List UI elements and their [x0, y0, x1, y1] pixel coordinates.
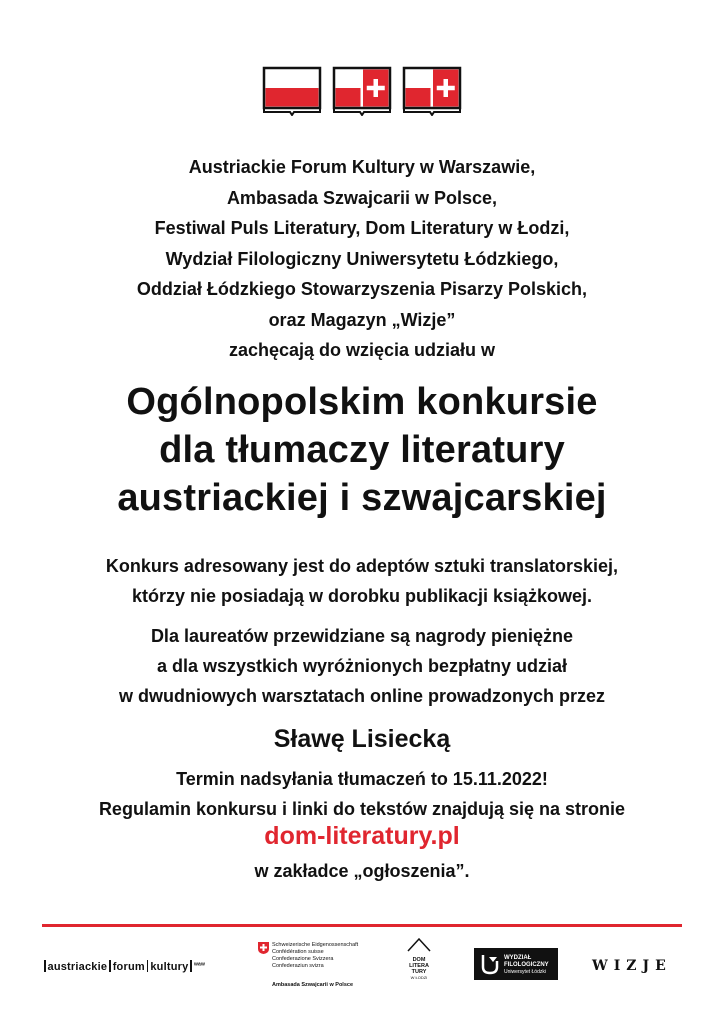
swiss-line: Confederaziun svizra	[272, 963, 324, 969]
dom-line: LITERA	[409, 963, 429, 969]
swiss-line: Confédération suisse	[272, 949, 324, 955]
organizer-line: Ambasada Szwajcarii w Polsce,	[226, 187, 498, 208]
tab-note: w zakładce „ogłoszenia”.	[254, 861, 470, 881]
title-line: dla tłumaczy literatury	[159, 429, 565, 471]
paragraph-line: Dla laureatów przewidziane są nagrody pieniężne	[150, 626, 574, 646]
organizer-line: oraz Magazyn „Wizje”	[268, 309, 456, 330]
swiss-confederation-text	[272, 942, 358, 970]
wydzial-line: FILOLOGICZNY	[504, 962, 549, 968]
organizer-line: Oddział Łódzkiego Stowarzyszenia Pisarzy Polskich,	[136, 279, 588, 299]
organizers-block	[0, 152, 724, 366]
rules-line: Regulamin konkursu i linki do tekstów znajdują się na stronie	[98, 799, 626, 819]
austria-suffix: waw	[193, 961, 206, 968]
prizes-paragraph	[0, 621, 724, 711]
paragraph-line: Konkurs adresowany jest do adeptów sztuki translatorskiej,	[105, 556, 619, 576]
dom-line: TURY	[411, 969, 427, 975]
mentor-name: Sławę Lisiecką	[273, 725, 451, 753]
book-flag-swiss-icon	[332, 66, 392, 116]
footer-divider	[42, 924, 682, 927]
organizer-line: zachęcają do wzięcia udziału w	[228, 340, 496, 360]
wydzial-text	[504, 955, 549, 976]
swiss-line: Confederazione Svizzera	[272, 956, 334, 962]
organizer-line: Austriackie Forum Kultury w Warszawie,	[188, 157, 536, 177]
deadline-block	[0, 764, 724, 824]
eligibility-paragraph	[0, 551, 724, 611]
title-line: Ogólnopolskim konkursie	[126, 381, 598, 423]
paragraph-line: a dla wszystkich wyróżnionych bezpłatny udział	[156, 656, 568, 676]
wizje-logo: WIZJE	[592, 958, 672, 974]
swiss-embassy-name: Ambasada Szwajcarii w Polsce	[272, 982, 354, 988]
austria-word: austriackie	[47, 961, 108, 973]
dom-literatury-logo	[404, 938, 434, 981]
austria-word: forum	[112, 961, 145, 973]
partner-logos	[0, 934, 724, 1004]
swiss-shield-icon	[258, 942, 269, 954]
website-link[interactable]: dom-literatury.pl	[264, 822, 460, 850]
university-emblem-icon	[480, 953, 500, 975]
austrian-forum-logo	[42, 960, 205, 973]
deadline-line: Termin nadsyłania tłumaczeń to 15.11.2022!	[176, 769, 548, 789]
wydzial-line: Uniwersytet Łódzki	[504, 969, 546, 975]
paragraph-line: którzy nie posiadają w dorobku publikacji książkowej.	[131, 586, 593, 606]
page-title	[0, 378, 724, 522]
house-roof-icon	[407, 938, 431, 952]
organizer-line: Festiwal Puls Literatury, Dom Literatury w Łodzi,	[154, 218, 570, 238]
swiss-line: Schweizerische Eidgenossenschaft	[272, 942, 359, 948]
header-logos	[0, 66, 724, 116]
wydzial-line: WYDZIAŁ	[504, 955, 532, 961]
austria-word: kultury	[150, 961, 189, 973]
dom-line: W ŁODZI	[410, 975, 428, 980]
organizer-line: Wydział Filologiczny Uniwersytetu Łódzkiego,	[165, 248, 559, 269]
paragraph-line: w dwudniowych warsztatach online prowadzonych przez	[118, 686, 606, 706]
title-line: austriackiej i szwajcarskiej	[117, 477, 607, 519]
dom-line: DOM	[412, 957, 426, 963]
wydzial-filologiczny-logo	[474, 948, 558, 980]
book-flag-swiss-icon-2	[402, 66, 462, 116]
book-flag-poland-icon	[262, 66, 322, 116]
